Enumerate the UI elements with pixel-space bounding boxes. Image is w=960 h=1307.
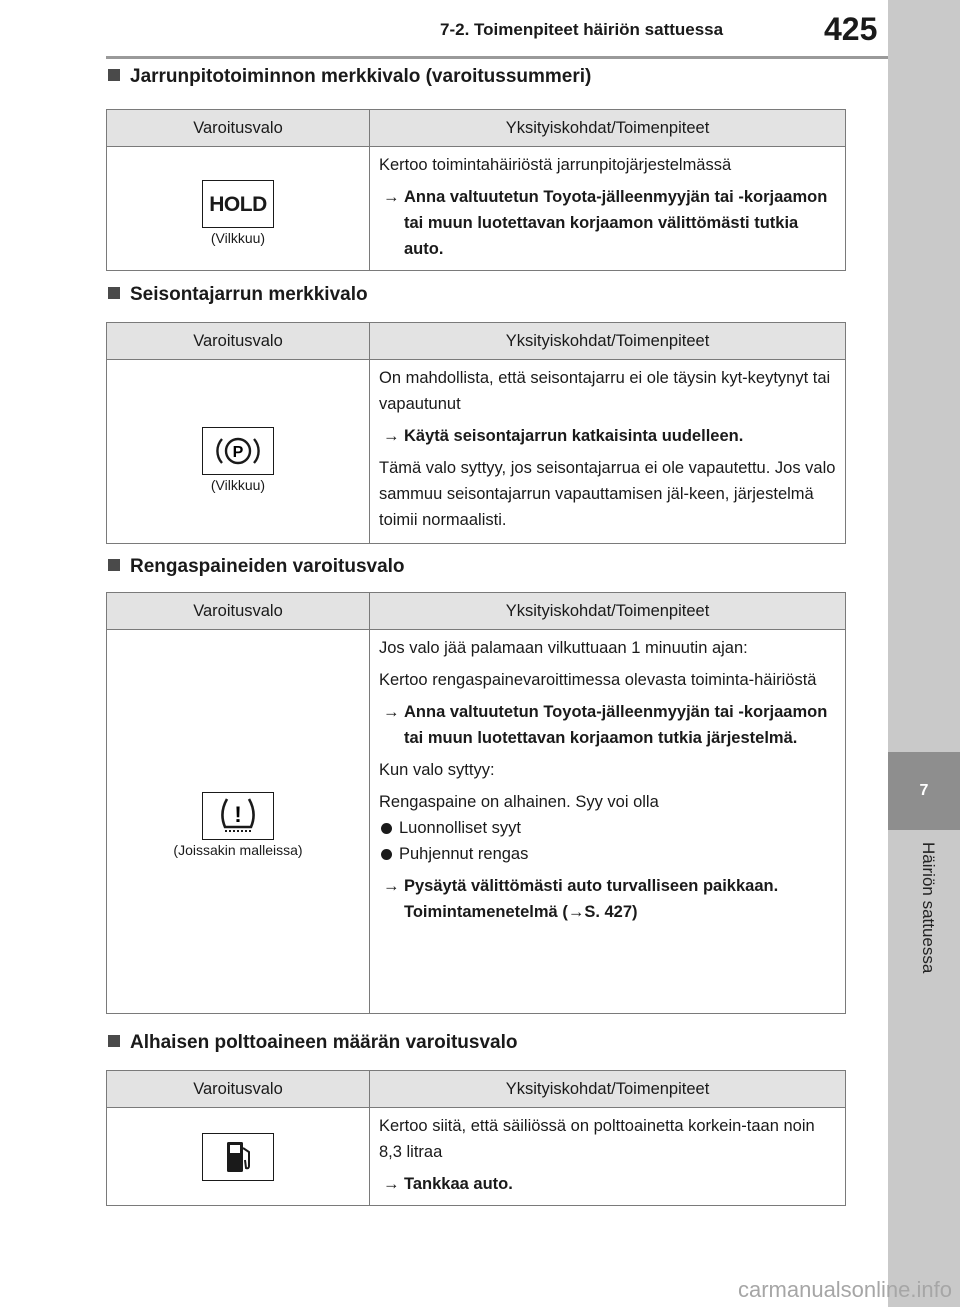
action-text: Pysäytä välittömästi auto turvalliseen paikkaan. (404, 877, 779, 895)
action-line (379, 1171, 837, 1197)
icon-note: (Joissakin malleissa) (173, 841, 303, 858)
column-header-light: Varoitusvalo (107, 593, 370, 630)
details-cell (370, 1108, 846, 1206)
reference-arrow-icon: → (567, 903, 585, 921)
heading-square-icon (108, 559, 120, 571)
action-text: Käytä seisontajarrun katkaisinta uudelleen. (404, 427, 744, 445)
arrow-icon: → (383, 703, 400, 721)
bullet-item (379, 815, 837, 841)
action-text: Anna valtuutetun Toyota-jälleenmyyjän tai -korjaamon tai muun luotettavan korjaamon tutkia järjestelmä. (404, 703, 828, 747)
detail-text: Kertoo toimintahäiriöstä jarrunpitojärjestelmässä (379, 156, 732, 174)
fuel-pump-symbol (203, 1134, 273, 1180)
header-divider (106, 56, 888, 59)
icon-note: (Vilkkuu) (210, 229, 266, 246)
detail-text: On mahdollista, että seisontajarru ei ole täysin kyt-keytynyt tai vapautunut (379, 369, 831, 413)
icon-cell (107, 1108, 370, 1206)
detail-text: Kertoo siitä, että säiliössä on polttoainetta korkein-taan noin 8,3 litraa (379, 1117, 815, 1161)
details-cell (370, 147, 846, 271)
heading-text: Seisontajarrun merkkivalo (130, 284, 368, 305)
arrow-icon: → (383, 427, 400, 445)
column-header-light: Varoitusvalo (107, 323, 370, 360)
icon-cell (107, 630, 370, 1014)
column-header-details: Yksityiskohdat/Toimenpiteet (370, 110, 846, 147)
icon-cell (107, 147, 370, 271)
detail-text: Kun valo syttyy: (379, 761, 495, 779)
details-cell (370, 630, 846, 1014)
heading-text: Jarrunpitotoiminnon merkkivalo (varoitussummeri) (130, 66, 592, 87)
running-header: 7-2. Toimenpiteet häiriön sattuessa (440, 20, 724, 39)
page-reference-link[interactable]: S. 427) (584, 903, 638, 921)
action-line (379, 184, 837, 262)
heading-text: Alhaisen polttoaineen määrän varoitusvalo (130, 1032, 518, 1053)
chapter-label: Häiriön sattuessa (919, 842, 938, 974)
arrow-icon: → (383, 188, 400, 206)
parking-icon-letter: P (232, 443, 244, 461)
hold-icon-text: HOLD (209, 192, 267, 216)
tire-pressure-symbol (203, 793, 273, 839)
fuel-low-icon (202, 1133, 274, 1181)
heading-text: Rengaspaineiden varoitusvalo (130, 556, 405, 577)
column-header-details: Yksityiskohdat/Toimenpiteet (370, 1071, 846, 1108)
bullet-text: Luonnolliset syyt (399, 819, 521, 837)
detail-text: Kertoo rengaspainevaroittimessa olevasta toiminta-häiriöstä (379, 671, 817, 689)
arrow-icon: → (383, 877, 400, 895)
warning-table-parking (106, 322, 846, 544)
section-heading-fuel (108, 1032, 518, 1054)
warning-table-fuel (106, 1070, 846, 1206)
warning-table-tire (106, 592, 846, 1014)
arrow-icon: → (383, 1175, 400, 1193)
action-text: Anna valtuutetun Toyota-jälleenmyyjän tai -korjaamon tai muun luotettavan korjaamon välittömästi tutkia auto. (404, 188, 828, 258)
column-header-details: Yksityiskohdat/Toimenpiteet (370, 593, 846, 630)
detail-text: Rengaspaine on alhainen. Syy voi olla (379, 793, 659, 811)
column-header-light: Varoitusvalo (107, 110, 370, 147)
column-header-details: Yksityiskohdat/Toimenpiteet (370, 323, 846, 360)
action-text: Tankkaa auto. (404, 1175, 513, 1193)
heading-square-icon (108, 69, 120, 81)
heading-square-icon (108, 1035, 120, 1047)
parking-brake-symbol (203, 428, 273, 474)
watermark: carmanualsonline.info (737, 1277, 952, 1302)
detail-text: Tämä valo syttyy, jos seisontajarrua ei ole vapautettu. Jos valo sammuu seisontajarrun vapauttamisen jäl-keen, järjestelmä toimii normaalisti. (379, 459, 836, 529)
bullet-text: Puhjennut rengas (399, 845, 529, 863)
parking-brake-icon (202, 427, 274, 475)
warning-table-hold (106, 109, 846, 271)
section-heading-hold (108, 66, 591, 88)
section-heading-tire (108, 556, 405, 578)
page-number: 425 (824, 11, 878, 47)
icon-note: (Vilkkuu) (210, 476, 266, 493)
hold-warning-icon (202, 180, 274, 228)
section-heading-parking (108, 284, 368, 306)
action-line (379, 423, 837, 449)
bullet-icon (381, 849, 392, 860)
chapter-side-tab (888, 0, 960, 1307)
chapter-number: 7 (888, 752, 960, 830)
reference-text: Toimintamenetelmä ( (404, 903, 568, 921)
detail-text: Jos valo jää palamaan vilkuttuaan 1 minuutin ajan: (379, 639, 748, 657)
bullet-item (379, 841, 837, 867)
icon-cell (107, 360, 370, 544)
action-line (379, 873, 837, 925)
heading-square-icon (108, 287, 120, 299)
column-header-light: Varoitusvalo (107, 1071, 370, 1108)
bullet-icon (381, 823, 392, 834)
details-cell (370, 360, 846, 544)
action-line (379, 699, 837, 751)
tire-pressure-warning-icon (202, 792, 274, 840)
tire-icon-mark: ! (234, 801, 242, 827)
